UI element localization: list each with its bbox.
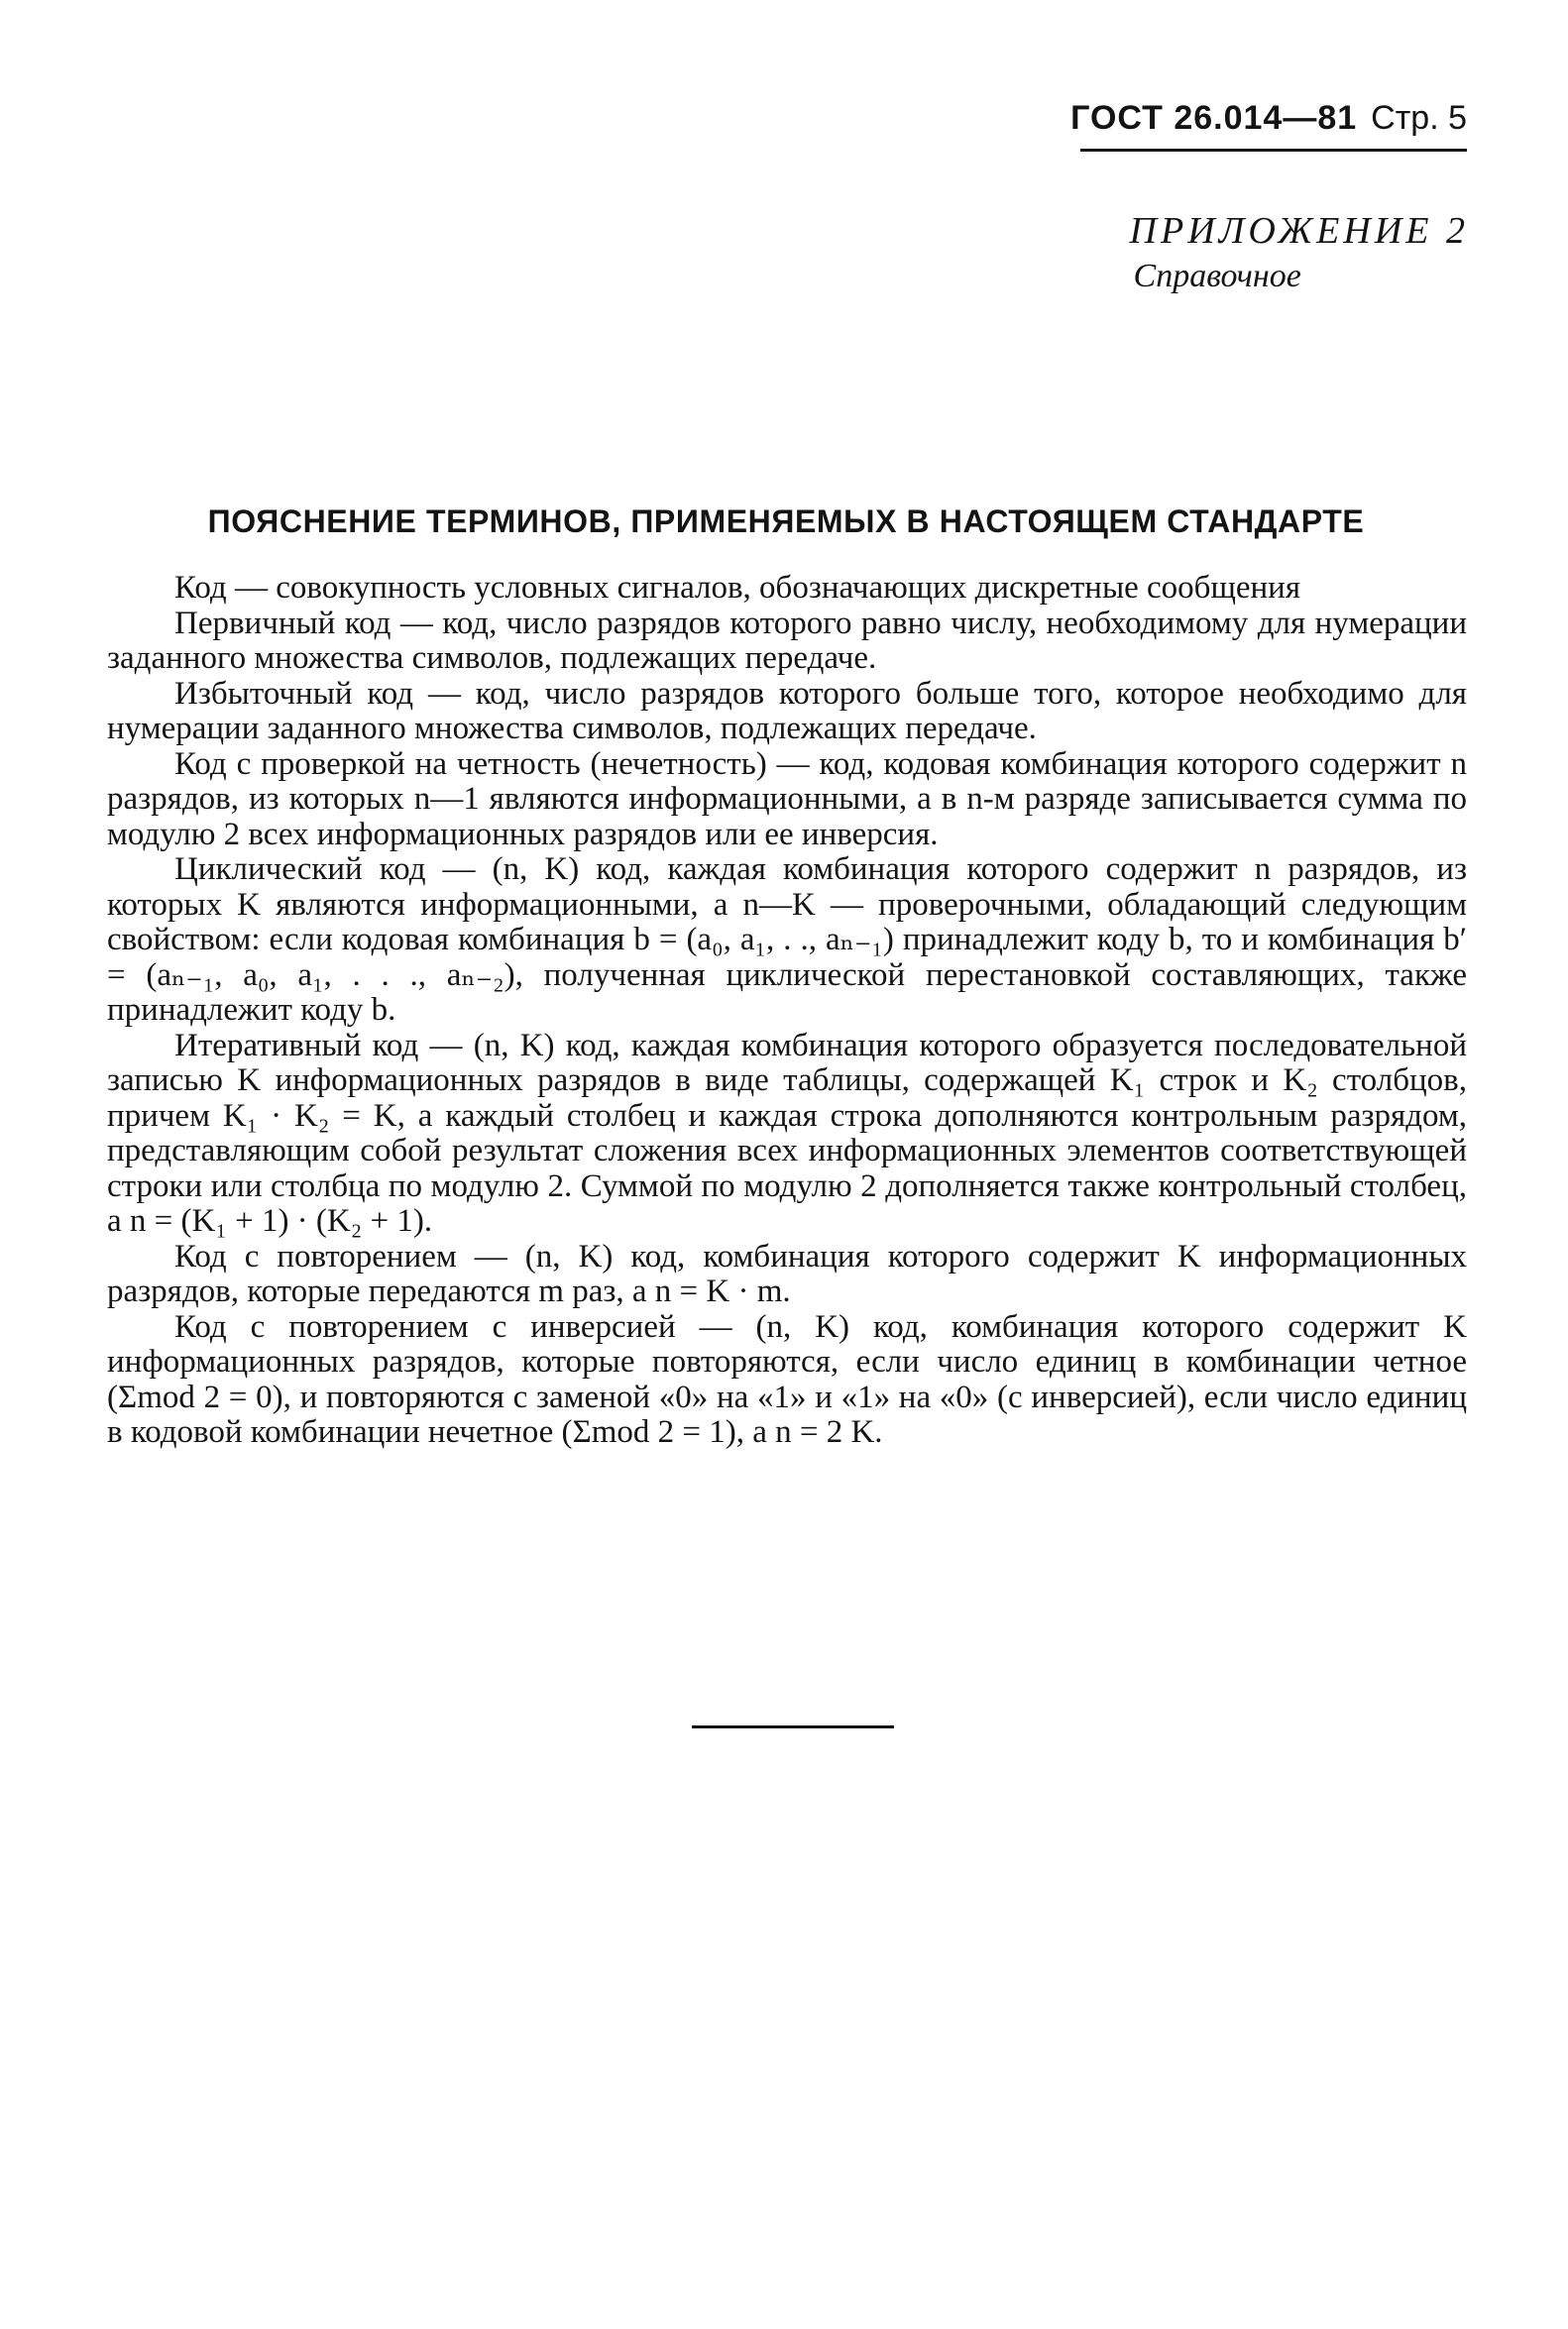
term-paragraph-code: Код — совокупность условных сигналов, обозначающих дискретные сообщения bbox=[174, 570, 1301, 606]
page-number: Стр. 5 bbox=[1371, 99, 1467, 137]
term-paragraph-parity-code: Код с проверкой на четность (нечетность) — код, кодовая комбинация которого содержит n разрядов, из которых n—1 являются информационными, а в n-м разряде записывается сумма по модулю 2 всех информационных разрядов или ее инверсия. bbox=[107, 745, 1467, 852]
appendix-label bbox=[1130, 208, 1469, 299]
standard-number: ГОСТ 26.014—81 bbox=[1070, 99, 1358, 137]
appendix-subtitle: Справочное bbox=[1133, 258, 1301, 294]
page-header bbox=[1070, 99, 1467, 152]
appendix-title: ПРИЛОЖЕНИЕ 2 bbox=[1129, 210, 1469, 252]
section-heading: ПОЯСНЕНИЕ ТЕРМИНОВ, ПРИМЕНЯЕМЫХ В НАСТОЯЩЕМ СТАНДАРТЕ bbox=[207, 503, 1365, 539]
end-divider bbox=[692, 1725, 894, 1728]
term-paragraph-inverted-repetition-code: Код с повторением с инверсией — (n, K) код, комбинация которого содержит K информационных разрядов, которые повторяются, если число единиц в комбинации четное (Σmod 2 = 0), и повторяются с заменой «0» на «1» и «1» на «0» (с инверсией), если число единиц в кодовой комбинации нечетное (Σmod 2 = 1), а n = 2 K. bbox=[107, 1308, 1467, 1450]
term-paragraph-cyclic-code: Циклический код — (n, K) код, каждая комбинация которого содержит n разрядов, из которых K являются информационными, а n—K — проверочными, обладающий следующим свойством: если кодовая комбинация b = (a₀, a₁, . ., aₙ₋₁) принадлежит коду b, то и комбинация b′ = (aₙ₋₁, a₀, a₁, . . ., aₙ₋₂), полученная циклической перестановкой составляющих, также принадлежит коду b. bbox=[107, 851, 1467, 1028]
term-paragraph-redundant-code: Избыточный код — код, число разрядов которого больше того, которое необходимо для нумерации заданного множества символов, подлежащих передаче. bbox=[107, 675, 1467, 746]
term-paragraph-primary-code: Первичный код — код, число разрядов которого равно числу, необходимому для нумерации заданного множества символов, подлежащих передаче. bbox=[107, 605, 1467, 676]
terms-body bbox=[107, 571, 1467, 1451]
term-paragraph-iterative-code: Итеративный код — (n, K) код, каждая комбинация которого образуется последовательной записью K информационных разрядов в виде таблицы, содержащей K₁ строк и K₂ столбцов, причем K₁ · K₂ = K, а каждый столбец и каждая строка дополняются контрольным разрядом, представляющим собой результат сложения всех информационных элементов соответствующей строки или столбца по модулю 2. Суммой по модулю 2 дополняется также контрольный столбец, а n = (K₁ + 1) · (K₂ + 1). bbox=[107, 1027, 1467, 1239]
term-paragraph-repetition-code: Код с повторением — (n, K) код, комбинация которого содержит K информационных разрядов, которые передаются m раз, а n = K · m. bbox=[107, 1238, 1467, 1309]
